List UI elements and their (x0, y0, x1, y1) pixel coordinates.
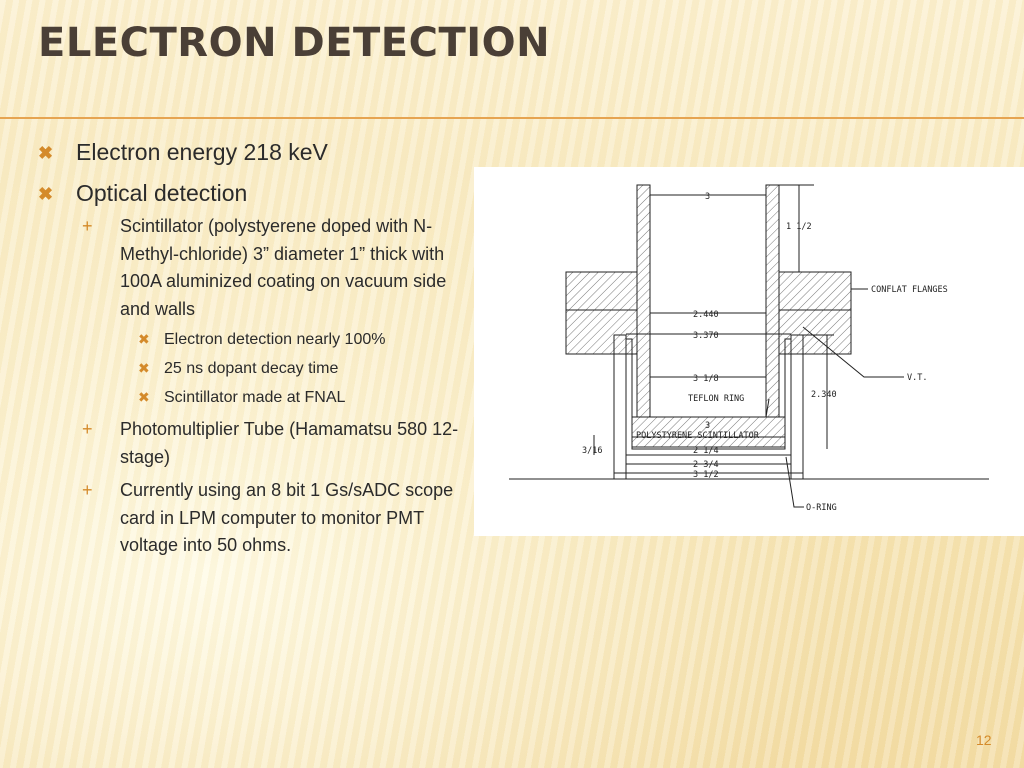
dim-3-1-8: 3 1/8 (693, 374, 719, 384)
dim-3-16: 3/16 (582, 446, 603, 456)
bullet-adc (76, 477, 466, 560)
plus-bullet-icon: + (82, 480, 93, 500)
dim-3-370: 3.370 (693, 331, 719, 341)
left-upper-flange (566, 272, 637, 310)
sub-bullet-list (76, 213, 466, 560)
bullet-text: Photomultiplier Tube (Hamamatsu 580 12-stage) (120, 419, 459, 467)
bullet-text: Scintillator made at FNAL (164, 389, 346, 406)
bullet-text: Electron energy 218 keV (76, 139, 328, 165)
dim-3: 3 (705, 192, 711, 202)
bullet-optical-detection (36, 179, 466, 560)
detector-drawing (474, 167, 1024, 536)
dim-1-1-2: 1 1/2 (786, 222, 812, 232)
x-bullet-icon: ✖ (38, 143, 54, 163)
dim-3-inner: 3 (705, 421, 711, 431)
plus-bullet-icon: + (82, 419, 93, 439)
sub-sub-bullet-list (120, 325, 466, 412)
right-lower-flange (779, 310, 851, 354)
bullet-pmt (76, 416, 466, 471)
label-o-ring: O-RING (806, 503, 837, 513)
bullet-text: Scintillator (polystyerene doped with N-Methyl-chloride) 3” diameter 1” thick with 100A aluminized coating on vacuum side and walls (120, 216, 447, 319)
label-vt: V.T. (907, 373, 928, 383)
bullet-decay-time (120, 354, 466, 383)
x-bullet-icon: ✖ (138, 360, 150, 376)
label-teflon-ring: TEFLON RING (688, 394, 745, 404)
technical-drawing (474, 167, 1024, 536)
bullet-text: Currently using an 8 bit 1 Gs/sADC scope card in LPM computer to monitor PMT voltage into 50 ohms. (120, 480, 454, 555)
bullet-detection-efficiency (120, 325, 466, 354)
bullet-fnal (120, 383, 466, 412)
x-bullet-icon: ✖ (138, 331, 150, 347)
dim-3-1-2: 3 1/2 (693, 470, 719, 480)
bullet-text: Electron detection nearly 100% (164, 331, 386, 348)
x-bullet-icon: ✖ (138, 389, 150, 405)
dim-2-440: 2.440 (693, 310, 719, 320)
bullet-text: Optical detection (76, 180, 248, 206)
bullet-text: 25 ns dopant decay time (164, 360, 339, 377)
right-upper-flange (779, 272, 851, 310)
dim-2-3-4: 2 3/4 (693, 460, 719, 470)
title-divider (0, 117, 1024, 119)
bullet-scintillator (76, 213, 466, 412)
right-tube-wall (766, 185, 779, 417)
page-number: 12 (976, 732, 992, 748)
dim-2-340: 2.340 (811, 390, 837, 400)
slide-title: ELECTRON DETECTION (38, 20, 551, 66)
left-tube-wall (637, 185, 650, 417)
x-bullet-icon: ✖ (38, 184, 54, 204)
plus-bullet-icon: + (82, 216, 93, 236)
label-conflat-flanges: CONFLAT FLANGES (871, 285, 948, 295)
label-polystyrene-scintillator: POLYSTYRENE SCINTILLATOR (636, 431, 759, 441)
bullet-list (36, 138, 466, 573)
bullet-electron-energy (36, 138, 466, 166)
dim-2-1-4: 2 1/4 (693, 446, 719, 456)
